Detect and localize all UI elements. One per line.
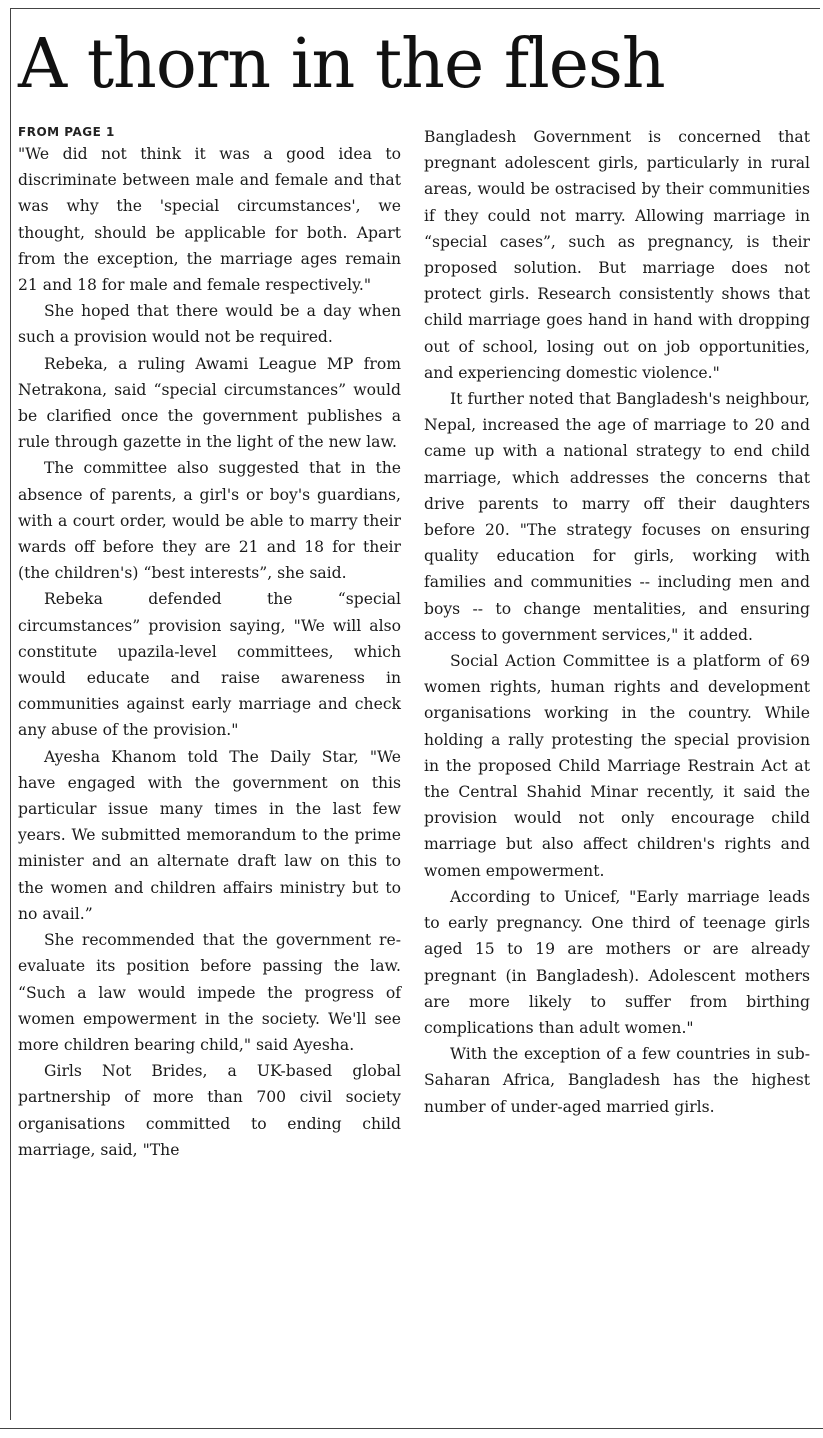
top-rule (10, 8, 820, 9)
paragraph: Bangladesh Government is concerned that pregnant adolescent girls, particularly in rural areas, would be ostracised by their communities if they could not marry. Allowing marriage in “special cases”, such as pregnancy, is their proposed solution. But marriage does not protect girls. Research consistently shows that child marriage goes hand in hand with dropping out of school, losing out on job opportunities, and experiencing domestic violence." (424, 128, 810, 382)
paragraph: Social Action Committee is a platform of 69 women rights, human rights and development organisations working in the country. While holding a rally protesting the special provision in the proposed Child Marriage Restrain Act at the Central Shahid Minar recently, it said the provision would not only encourage child marriage but also affect children's rights and women empowerment. (424, 652, 810, 880)
paragraph: Rebeka defended the “special circumstances” provision saying, "We will also constitute upazila-level committees, which would educate and raise awareness in communities against early marriage and check any abuse of the provision." (18, 590, 401, 740)
paragraph: Ayesha Khanom told The Daily Star, "We have engaged with the government on this particular issue many times in the last few years. We submitted memorandum to the prime minister and an alternate draft law on this to the women and children affairs ministry but to no avail.” (18, 747, 401, 923)
left-column (18, 124, 401, 1163)
paragraph: Rebeka, a ruling Awami League MP from Netrakona, said “special circumstances” would be clarified once the government publishes a rule through gazette in the light of the new law. (18, 354, 401, 452)
right-column (424, 124, 810, 1120)
paragraph: With the exception of a few countries in sub-Saharan Africa, Bangladesh has the highest number of under-aged married girls. (424, 1045, 810, 1116)
headline: A thorn in the flesh (18, 25, 665, 104)
paragraph: She recommended that the government re-evaluate its position before passing the law. “Such a law would impede the progress of women empowerment in the society. We'll see more children bearing child," said Ayesha. (18, 931, 401, 1054)
paragraph: According to Unicef, "Early marriage leads to early pregnancy. One third of teenage girls aged 15 to 19 are mothers or are already pregnant (in Bangladesh). Adolescent mothers are more likely to suffer from birthing complications than adult women." (424, 887, 810, 1037)
paragraph: It further noted that Bangladesh's neighbour, Nepal, increased the age of marriage to 20 and came up with a national strategy to end child marriage, which addresses the concerns that drive parents to marry off their daughters before 20. "The strategy focuses on ensuring quality education for girls, working with families and communities -- including men and boys -- to change mentalities, and ensuring access to government services," it added. (424, 390, 810, 644)
paragraph: She hoped that there would be a day when such a provision would not be required. (18, 302, 401, 347)
bottom-rule (0, 1428, 823, 1429)
paragraph: "We did not think it was a good idea to discriminate between male and female and that was why the 'special circumstances', we thought, should be applicable for both. Apart from the exception, the marriage ages remain 21 and 18 for male and female respectively." (18, 145, 401, 295)
kicker: FROM PAGE 1 (18, 125, 115, 139)
paragraph: Girls Not Brides, a UK-based global partnership of more than 700 civil society organisations committed to ending child marriage, said, "The (18, 1062, 401, 1159)
paragraph: The committee also suggested that in the absence of parents, a girl's or boy's guardians, with a court order, would be able to marry their wards off before they are 21 and 18 for their (the children's) “best interests”, she said. (18, 459, 401, 583)
left-rule (10, 8, 11, 1420)
